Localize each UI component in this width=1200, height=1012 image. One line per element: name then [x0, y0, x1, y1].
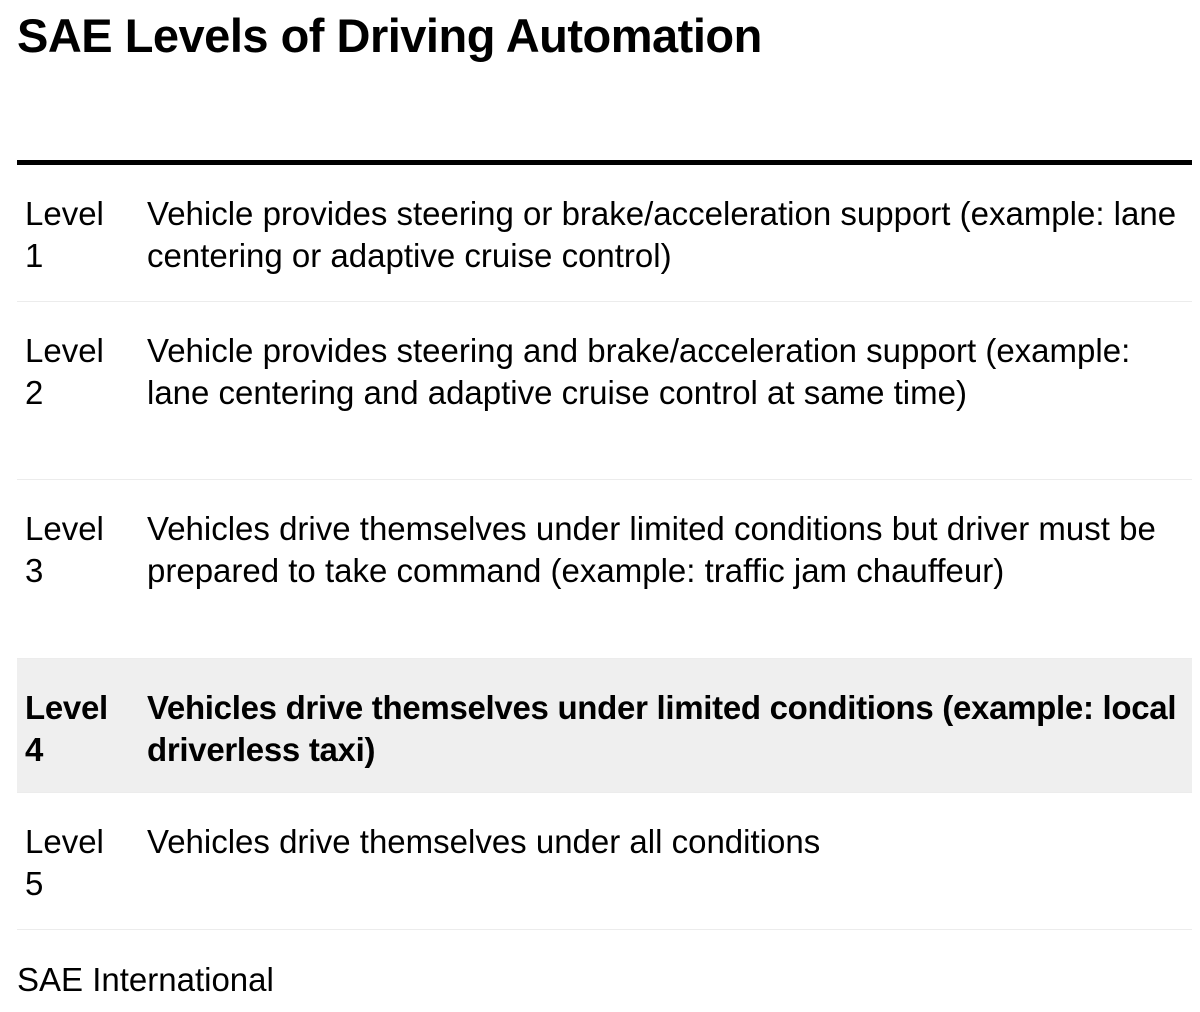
- level-label: Level 5: [25, 823, 104, 902]
- level-description: Vehicle provides steering and brake/acceleration support (example: lane centering and adaptive cruise control at same time): [147, 332, 1131, 411]
- level-label: Level 4: [25, 689, 108, 768]
- table-row-level-1: [17, 165, 1192, 302]
- level-description: Vehicles drive themselves under limited conditions (example: local driverless taxi): [147, 689, 1177, 768]
- table-row-level-4: [17, 659, 1192, 793]
- automation-levels-table: [17, 160, 1192, 930]
- source-credit: SAE International: [17, 961, 274, 998]
- table-row-level-5: [17, 793, 1192, 930]
- level-description: Vehicles drive themselves under limited conditions but driver must be prepared to take command (example: traffic jam chauffeur): [147, 510, 1156, 589]
- level-label: Level 2: [25, 332, 104, 411]
- level-description: Vehicle provides steering or brake/acceleration support (example: lane centering or adaptive cruise control): [147, 195, 1177, 274]
- level-description: Vehicles drive themselves under all conditions: [147, 823, 821, 860]
- page-title: SAE Levels of Driving Automation: [17, 9, 762, 62]
- level-label: Level 3: [25, 510, 104, 589]
- level-label: Level 1: [25, 195, 104, 274]
- table-row-level-2: [17, 302, 1192, 480]
- table-row-level-3: [17, 480, 1192, 659]
